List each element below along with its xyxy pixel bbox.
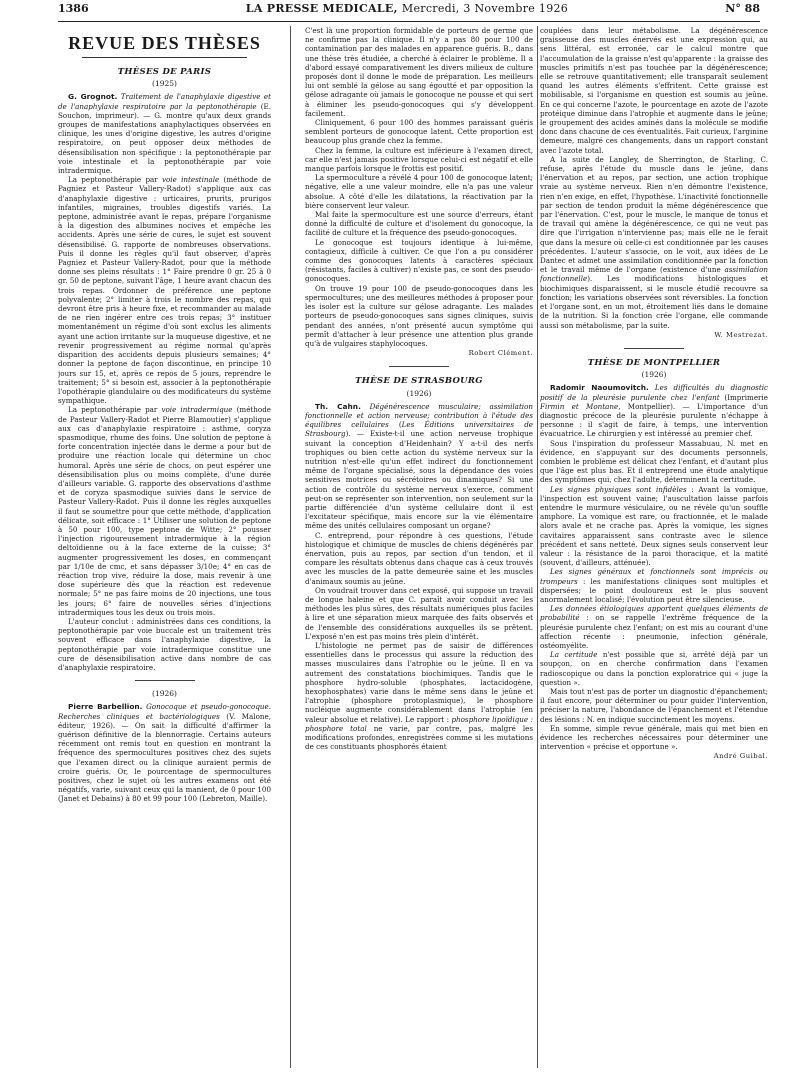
issue-number: N° 88 [725,2,760,15]
review-paragraph: La peptonothérapie par voie intestinale (méthode de Pagniez et Pasteur Vallery-Radot) s'applique aux cas d'anaphylaxie digestive : urticaires, prurits, prurigos infantiles, migraines, troubles digestifs variés. La peptone, administrée avant le repas, prépare l'organisme à la digestion des albumines nocives et empêche les accidents. Après une série de cures, le sujet est souvent désensibilisé. G. rapporte de nombreuses observations. Puis il donne les règles qu'il faut observer, d'après Pagniez et Pasteur Vallery-Radot, pour que la méthode donne ses pleins résultats : 1° Faire prendre 0 gr. 25 à 0 gr. 50 de peptone, suivant l'âge, 1 heure avant chacun des trois repas. Ordonner de préférence une peptone polyvalente; 2° limiter à trois le nombre des repas, qui devront être pris à heure fixe, et recommander au malade de ne rien ingérer entre ces trois repas; 3° instituer momentanément un régime d'où sont exclus les aliments ayant une action irritante sur la muqueuse digestive, et ne revenir progressivement au régime normal qu'après disparition des accidents depuis plusieurs semaines; 4° donner la peptone de façon discontinue, en principe 10 jours sur 15, et, après ce repos de 5 jours, reprendre le traitement; 5° si besoin est, associer à la peptonothérapie l'opothérapie glandulaire ou des modificateurs du système sympathique. [58,175,271,406]
thesis-title: Gonocoque et pseudo-gonocoque. Recherches cliniques et bactériologiques [58,702,271,721]
column-2 [305,26,533,1068]
issue-date: Mercredi, 3 Novembre 1926 [401,2,569,15]
review-paragraph: On trouve 19 pour 100 de pseudo-gonocoques dans les spermocultures; une des meilleures méthodes à proposer pour les isoler est la culture sur gélose adragante. Les malades porteurs de pseudo-gonocoques sans signes cliniques, suivis pendant des années, n'ont présenté aucun symptôme qui permît d'attacher à leur présence une attention plus grande qu'à de vulgaires staphylocoques. [305,283,533,348]
review-paragraph: L'histologie ne permet pas de saisir de différences essentielles dans le processus qui assure la réduction des masses musculaires dans l'atrophie ou le jeûne. Il en va autrement des constatations biochimiques. Tandis que le phosphore hydro-soluble (phosphates, lactacidogène, hexophosphates) varie dans le même sens dans le jeûne et l'atrophie (phosphore protoplasmique), le phosphore nucléique augmente considérablement dans l'atrophie (en valeur absolue et relative). Le rapport : phosphore lipoïdique : phosphore total ne varie, par contre, pas, malgré les modifications profondes, enregistrées comme si les mutations de ces constituants phosphorés étaient [305,641,533,752]
review-paragraph: Th. Cahn. Dégénérescence musculaire; assimilation fonctionnelle et action nerveuse; contribution à l'étude des équilibres cellulaires (Les Éditions universitaires de Strasbourg). — Existe-t-il une action nerveuse trophique suivant la conception d'Heidenhain? Y a-t-il des nerfs trophiques ou bien cette action du système nerveux sur la nutrition n'est-elle qu'un effet indirect du fonctionnement même de l'organe spécialisé, sous la dépendance des voies sensitives motrices ou sécrétoires ou dinamiques? Si une action de contrôle du système nerveux s'exerce, comment peut-on se représenter son intervention, non seulement sur la partie différenciée d'un système cellulaire dont il est l'excitateur spécifique, mais encore sur la vie élémentaire même des unités cellulaires composant un organe? [305,401,533,531]
review-paragraph: On voudrait trouver dans cet exposé, qui suppose un travail de longue haleine et que C. paraît avoir conduit avec les méthodes les plus sûres, des résultats numériques plus faciles à lire et une séparation mieux marquée des faits observés et de l'ensemble des considérations auxquelles ils se prêtent. L'exposé n'en est pas moins très plein d'intérêt. [305,585,533,641]
separator-rule [624,348,684,349]
journal-name: LA PRESSE MEDICALE, [245,2,398,15]
publisher: (E. Souchon, imprimeur). [58,101,271,120]
review-paragraph: G. Grognot. Traitement de l'anaphylaxie digestive et de l'anaphylaxie respiratoire par la peptonothérapie (E. Souchon, imprimeur). — G. montre qu'aux deux grands groupes de manifestations anaphylactiques observées en clinique, les unes d'origine digestive, les autres d'origine respiratoire, on peut opposer deux méthodes de désensibilisation non spécifique : la peptonothérapie par voie intestinale et la peptonothérapie par voie intradermique. [58,92,271,176]
review-paragraph: La spermoculture a révélé 4 pour 100 de gonocoque latent; négative, elle a une valeur moindre, elle n'a pas une valeur absolue. A côté d'elle les dilatations, la réactivation par la bière conservent leur valeur. [305,173,533,210]
subsection-title: THÈSE DE MONTPELLIER [587,357,721,368]
review-paragraph: Sous l'inspiration du professeur Massabuau, N. met en évidence, en s'appuyant sur des documents personnels, combien le problème est délicat chez l'enfant, et d'autant plus que l'âge est plus bas. Et il entreprend une étude analytique des symptômes qui, chez l'adulte, déterminent la certitude. [540,438,768,485]
column-divider [290,26,291,1068]
review-paragraph: Chez la femme, la culture est inférieure à l'examen direct, car elle n'est jamais positive lorsque celui-ci est négatif et elle manque parfois lorsque le frottis est positif. [305,145,533,174]
year-label: (1926) [152,689,177,699]
review-paragraph: Cliniquement, 6 pour 100 des hommes paraissant guéris semblent porteurs de gonocoque latent. Cette proportion est beaucoup plus grande chez la femme. [305,118,533,146]
author-name: Th. Cahn. [315,401,361,411]
thesis-title: Les difficultés du diagnostic positif de la pleurésie purulente chez l'enfant [540,383,768,402]
review-paragraph: Mal faite la spermoculture est une source d'erreurs, étant donné la difficulté de culture et d'isolement du gonocoque, la facilité de culture et la fréquence des pseudo-gonocoques. [305,210,533,238]
review-paragraph: couplées dans leur métabolisme. La dégénérescence graisseuse des muscles énervés est une expression qui, au sens littéral, est erronée, car le calcul montre que l'accumulation de la graisse n'est qu'apparente : la graisse des muscles primitifs n'est pas touchée par la dégénérescence; elle se retrouve quantitativement; elle transparaît seulement quand les autres éléments s'effritent. Cette graisse est mobilisable, si l'organisme en question est soumis au jeûne. En ce qui concerne l'azote, le pourcentage en azote de l'azote protéique diminue dans l'atrophie et augmente dans le jeûne; le groupement des acides aminés dans la molécule se modifie donc dans chacune de ces éventualités. Fait curieux, l'arginine demeure, malgré ces changements, dans un rapport constant avec l'azote total. [540,26,768,155]
review-paragraph: La peptonothérapie par voie intradermique (méthode de Pasteur Vallery-Radot et Pierre Blamoutier) s'applique aux cas d'anaphylaxie respiratoire : asthme, coryza spasmodique, rhume des foins. Une solution de peptone à forte concentration injectée dans le derme a pour but de produire une réaction locale qui détermine un choc humoral. Après une série de chocs, on peut espérer une désensibilisation plus ou moins complète, d'une durée d'ailleurs variable. G. rapporte des observations d'asthme et de coryza spasmodique suivies dans le service de Pasteur Vallery-Radot. Puis il donne les règles auxquelles il faut se soumettre pour que cette méthode, d'application délicate, soit efficace : 1° Utiliser une solution de peptone à 50 pour 100, type peptone de Witte; 2° pousser l'injection rigoureusement intradermique à la région deltoïdienne ou à la face externe de la cuisse; 3° augmenter progressivement les doses, en commençant par 1/10e de cmc, et sans dépasser 3/10e; 4° en cas de réaction trop vive, réduire la dose, mais revenir à une dose supérieure dès que la réaction est redevenue normale; 5° ne pas faire moins de 20 injections, une tous les jours; 6° faire de nouvelles séries d'injections intradermiques tous les deux ou trois mois. [58,405,271,617]
review-paragraph: C'est là une proportion formidable de porteurs de germe que ne confirme pas la clinique. Il n'y a pas 80 pour 100 de contamination par des malades en apparence guéris. B., dans une thèse très étudiée, a cherché à éclairer le problème. Il a d'abord essayé comparativement les divers milieux de culture proposés dont il donne le mode de préparation. Les meilleurs lui ont semblé la gélose au sang égoutté et par opposition la gélose adragante où jamais le gonocoque ne pousse et qui sert à éliminer les pseudo-gonocoques qui s'y développent facilement. [305,26,533,118]
separator-rule [389,366,449,367]
author-name: Radomir Naoumovitch. [550,383,649,393]
author-name: Pierre Barbellion. [68,702,143,712]
review-paragraph: Les données étiologiques apportent quelques éléments de probabilité : on se rappelle l'extrême fréquence de la pleurésie purulente chez l'enfant; on est mis au courant d'une affection récente : pneumonie, infection générale, ostéomyélite. [540,604,768,650]
review-paragraph: En somme, simple revue générale, mais qui met bien en évidence les recherches nécessaires pour déterminer une intervention « précise et opportune ». [540,723,768,752]
review-paragraph: Les signes généraux et fonctionnels sont imprécis ou trompeurs : les manifestations cliniques sont multiples et dispersées; le point douloureux est le plus souvent anormalement localisé; l'évolution peut être silencieuse. [540,567,768,604]
year-label: (1926) [641,370,667,380]
page-number: 1386 [58,2,89,15]
review-paragraph: Pierre Barbellion. Gonocoque et pseudo-gonocoque. Recherches cliniques et bactériologiques (V. Malone, éditeur, 1926). — On sait la difficulté d'affirmer la guérison définitive de la blennorragie. Certains auteurs récemment ont remis tout en question en montrant la fréquence des spermocultures positives chez des sujets que l'examen direct ou la clinique auraient permis de croire guéris. Or, le pourcentage de spermocultures positives, chez le sujet où les autres examens ont été négatifs, varie, suivant ceux qui la manient, de 0 pour 100 (Janet et Debains) à 80 et 99 pour 100 (Lebreton, Maille). [58,702,271,804]
reviewer-signature: Robert Clément. [468,349,533,358]
review-paragraph: L'auteur conclut : administrées dans ces conditions, la peptonothérapie par voie buccale est un traitement très souvent efficace dans l'anaphylaxie digestive, la peptonothérapie par voie intradermique constitue une cure de désensibilisation active dans nombre de cas d'anaphylaxie respiratoire. [58,616,271,672]
thesis-title: Traitement de l'anaphylaxie digestive et de l'anaphylaxie respiratoire par la peptonothérapie [58,92,271,111]
subsection-title: THÈSE DE STRASBOURG [355,376,483,387]
publisher: Les Éditions universitaires de Strasbourg [305,420,533,439]
reviewer-signature: W. Mestrezat. [714,330,768,339]
publisher: Firmin et Montane [540,401,619,411]
reviewer-signature: André Guibal. [713,752,768,761]
column-1 [58,26,271,1068]
header-rule [58,21,760,22]
separator-rule [135,680,195,681]
column-divider [537,26,538,1068]
review-paragraph: A la suite de Langley, de Sherrington, de Starling, C. refuse, après l'étude du muscle dans le jeûne, dans l'énervation et au repos, par section, une action trophique vraie au système nerveux. Rien n'en démontre l'existence, rien n'en exige, en effet, l'hypothèse. L'inactivité fonctionnelle par section de tendon produit la même dégénérescence que par l'énervation. C'est, pour le muscle, le manque de tonus et de travail qui amène la dégénérescence, ce qui ne veut pas dire que l'irrigation n'intervienne pas; mais elle ne le ferait que dans la mesure où celle-ci est conditionnée par les causes précédentes. L'auteur s'associe, on le voit, aux idées de Le Dantec et admet une assimilation conditionnée par la fonction et le travail même de l'organe (existence d'une assimilation fonctionnelle). Les modifications histologiques et biochimiques disparaissent, si le muscle étudié recouvre sa fonction; les variations observées sont réversibles. La fonction et l'organe sont, en un mot, étroitement liés dans le domaine de la nutrition. Si la fonction crée l'organe, elle commande aussi son métabolisme, par la suite. [540,154,768,330]
subsection-title: THÈSES DE PARIS [117,67,212,77]
journal-title [246,2,568,15]
publisher: (V. Malone, éditeur, 1926). [58,711,271,730]
review-paragraph: Les signes physiques sont infidèles : Avant la vomique, l'inspection est souvent vaine; l'auscultation laisse parfois entendre le murmure vésiculaire, ou ne révèle qu'un souffle amphore. La vomique est rare, ou fractionnée, et le malade alors avale et ne crache pas. Après la vomique, les signes cavitaires apparaissent sans contraste avec le silence précédent et sans netteté. Deux signes seuls conservent leur valeur : la résistance de la paroi thoracique, et la matité (souvent, d'ailleurs, atténuée). [540,484,768,568]
review-paragraph: C. entreprend, pour répondre à ces questions, l'étude histologique et chimique de muscles de chiens dégénérés par énervation, puis au repos, par section d'un tendon, et il compare les résultats obtenus dans chaque cas à ceux trouvés avec les muscles de la patte demeurée saine et les muscles d'animaux soumis au jeûne. [305,530,533,586]
section-heading: REVUE DES THÈSES [68,33,261,53]
thesis-title: Dégénérescence musculaire; assimilation fonctionnelle et action nerveuse; contribution à l'étude des équilibres cellulaires [305,401,533,430]
heading-rule [82,57,247,58]
column-3 [540,26,768,1068]
review-paragraph: Radomir Naoumovitch. Les difficultés du diagnostic positif de la pleurésie purulente chez l'enfant (Imprimerie Firmin et Montane, Montpellier). — L'importance d'un diagnostic précoce de la pleurésie purulente n'échappe à personne : il s'agit de faire, à temps, une intervention évacuatrice. Le chirurgien y est intéressé au premier chef. [540,383,768,439]
review-paragraph: Le gonocoque est toujours identique à lui-même, contagieux, difficile à cultiver. Ce que l'on a pu considérer comme des gonocoques latents à caractères spéciaux (résistants, faciles à cultiver) n'existe pas, ce sont des pseudo-gonocoques. [305,237,533,284]
review-paragraph: Mais tout n'est pas de porter un diagnostic d'épanchement; il faut encore, pour déterminer ou pour guider l'intervention, préciser la nature, l'abondance de l'épanchement et l'étendue des lésions : N. en indique succinctement les moyens. [540,687,768,724]
page-header [58,2,760,18]
review-paragraph: La certitude n'est possible que si, arrêté déjà par un soupçon, on en cherche confirmation dans l'examen radioscopique ou dans la ponction exploratrice qui « juge la question ». [540,650,768,687]
year-label: (1925) [152,79,177,89]
author-name: G. Grognot. [68,92,118,102]
year-label: (1926) [406,388,432,398]
